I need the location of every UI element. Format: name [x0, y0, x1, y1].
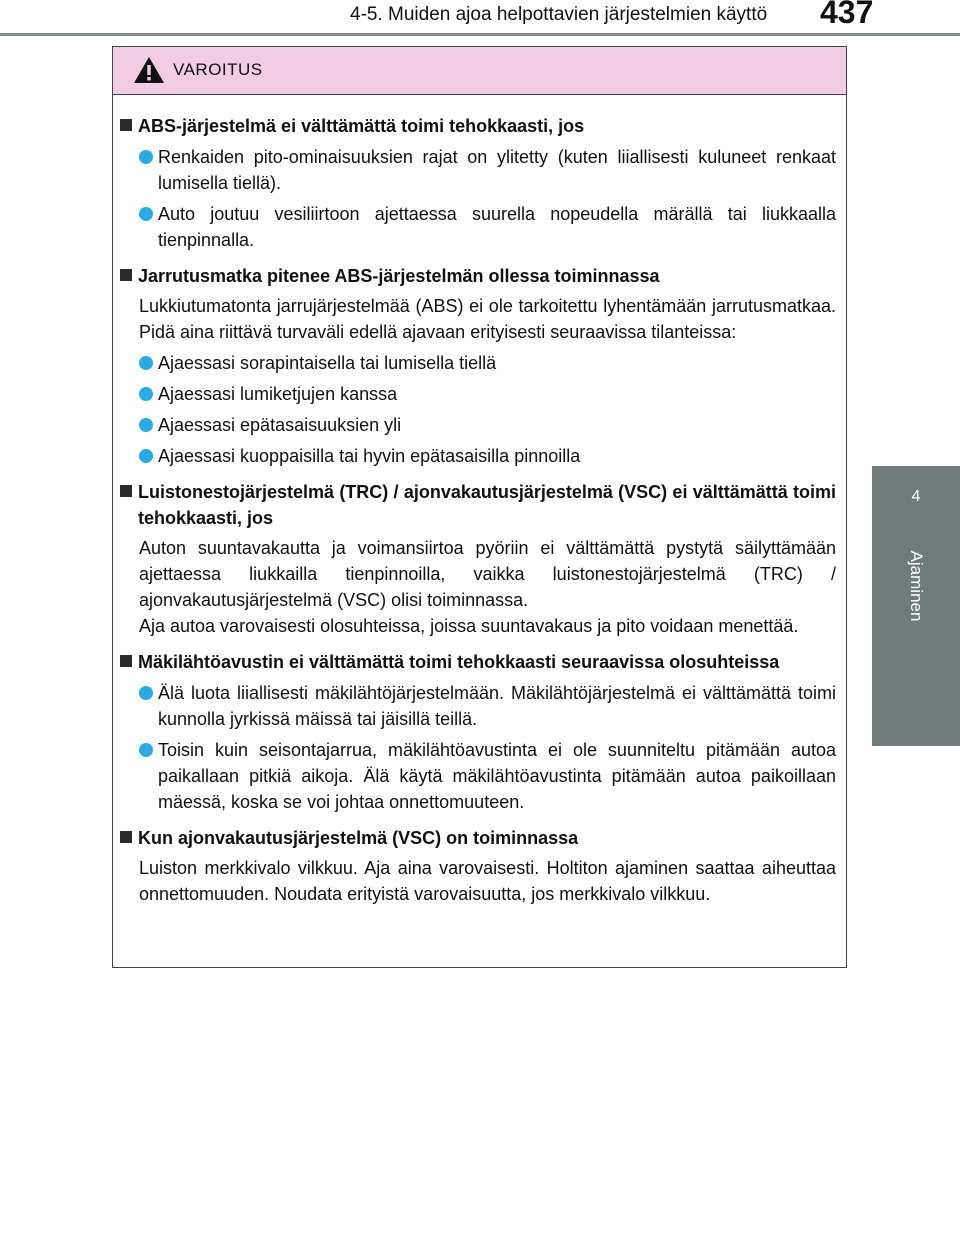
list-item-text: Ajaessasi lumiketjujen kanssa: [158, 384, 398, 404]
circle-bullet-icon: [139, 150, 153, 164]
section-heading: [120, 825, 836, 851]
circle-bullet-icon: [139, 449, 153, 463]
section-heading: [120, 649, 836, 675]
list-item-text: Ajaessasi sorapintaisella tai lumisella tiellä: [158, 353, 497, 373]
circle-bullet-icon: [139, 207, 153, 221]
warning-triangle-icon: [133, 56, 165, 84]
section-paragraph: Luiston merkkivalo vilkkuu. Aja aina varovaisesti. Holtiton ajaminen saattaa aiheuttaa onnettomuuden. Noudata erityistä varovaisuutta, jos merkkivalo vilkkuu.: [139, 858, 836, 904]
list-item-text: Auto joutuu vesiliirtoon ajettaessa suurella nopeudella märällä tai liukkaalla tienpinnalla.: [158, 204, 836, 250]
section-heading: [120, 113, 836, 139]
square-bullet-icon: [120, 485, 132, 497]
chapter-side-tab: [872, 466, 960, 746]
circle-bullet-icon: [139, 356, 153, 370]
section-paragraph: Aja autoa varovaisesti olosuhteissa, joissa suuntavakaus ja pito voidaan menettää.: [139, 616, 799, 636]
section-heading: [120, 263, 836, 289]
list-item: [139, 443, 836, 469]
section-heading: [120, 479, 836, 531]
section-heading-text: Mäkilähtöavustin ei välttämättä toimi tehokkaasti seuraavissa olosuhteissa: [138, 652, 780, 672]
list-item: [139, 144, 836, 196]
page-header: [0, 0, 874, 30]
section-paragraph: Lukkiutumatonta jarrujärjestelmää (ABS) ei ole tarkoitettu lyhentämään jarrutusmatkaa. Pidä aina riittävä turvaväli edellä ajavaan erityisesti seuraavissa tilanteissa:: [139, 296, 836, 342]
square-bullet-icon: [120, 269, 132, 281]
section-heading-text: Luistonestojärjestelmä (TRC) / ajonvakautusjärjestelmä (VSC) ei välttämättä toimi tehokkaasti, jos: [138, 482, 836, 528]
list-item-text: Toisin kuin seisontajarrua, mäkilähtöavustinta ei ole suunniteltu pitämään autoa paikallaan pitkiä aikoja. Älä käytä mäkilähtöavustinta pitämään autoa paikoillaan mäessä, koska se voi johtaa onnettomuuteen.: [158, 740, 836, 812]
square-bullet-icon: [120, 655, 132, 667]
list-item: [139, 350, 836, 376]
list-item-text: Ajaessasi kuoppaisilla tai hyvin epätasaisilla pinnoilla: [158, 446, 581, 466]
warning-label: VAROITUS: [173, 60, 263, 79]
circle-bullet-icon: [139, 418, 153, 432]
chapter-number: 4: [911, 488, 921, 505]
list-item-text: Ajaessasi epätasaisuuksien yli: [158, 415, 402, 435]
warning-header: [113, 47, 846, 95]
section-title: 4-5. Muiden ajoa helpottavien järjestelmien käyttö: [350, 4, 768, 25]
list-item-text: Renkaiden pito-ominaisuuksien rajat on ylitetty (kuten liiallisesti kuluneet renkaat lumisella tiellä).: [158, 147, 836, 193]
chapter-label: Ajaminen: [907, 550, 926, 622]
list-item: [139, 201, 836, 253]
header-rule: [0, 33, 960, 36]
section-paragraph: Auton suuntavakautta ja voimansiirtoa pyöriin ei välttämättä pystytä säilyttämään ajettaessa liukkailla tienpinnoilla, vaikka luistonestojärjestelmä (TRC) / ajonvakautusjärjestelmä (VSC) olisi toiminnassa.: [139, 538, 836, 610]
square-bullet-icon: [120, 119, 132, 131]
circle-bullet-icon: [139, 743, 153, 757]
section-heading-text: Kun ajonvakautusjärjestelmä (VSC) on toiminnassa: [138, 828, 579, 848]
list-item: [139, 737, 836, 815]
section-heading-text: ABS-järjestelmä ei välttämättä toimi tehokkaasti, jos: [138, 116, 585, 136]
warning-body: [113, 95, 846, 907]
circle-bullet-icon: [139, 686, 153, 700]
circle-bullet-icon: [139, 387, 153, 401]
list-item: [139, 680, 836, 732]
section-heading-text: Jarrutusmatka pitenee ABS-järjestelmän ollessa toiminnassa: [138, 266, 660, 286]
square-bullet-icon: [120, 831, 132, 843]
list-item: [139, 381, 836, 407]
list-item-text: Älä luota liiallisesti mäkilähtöjärjestelmään. Mäkilähtöjärjestelmä ei välttämättä toimi kunnolla jyrkissä mäissä tai jäisillä teillä.: [158, 683, 836, 729]
warning-box: [112, 46, 847, 968]
page-number: 437: [820, 0, 874, 30]
list-item: [139, 412, 836, 438]
